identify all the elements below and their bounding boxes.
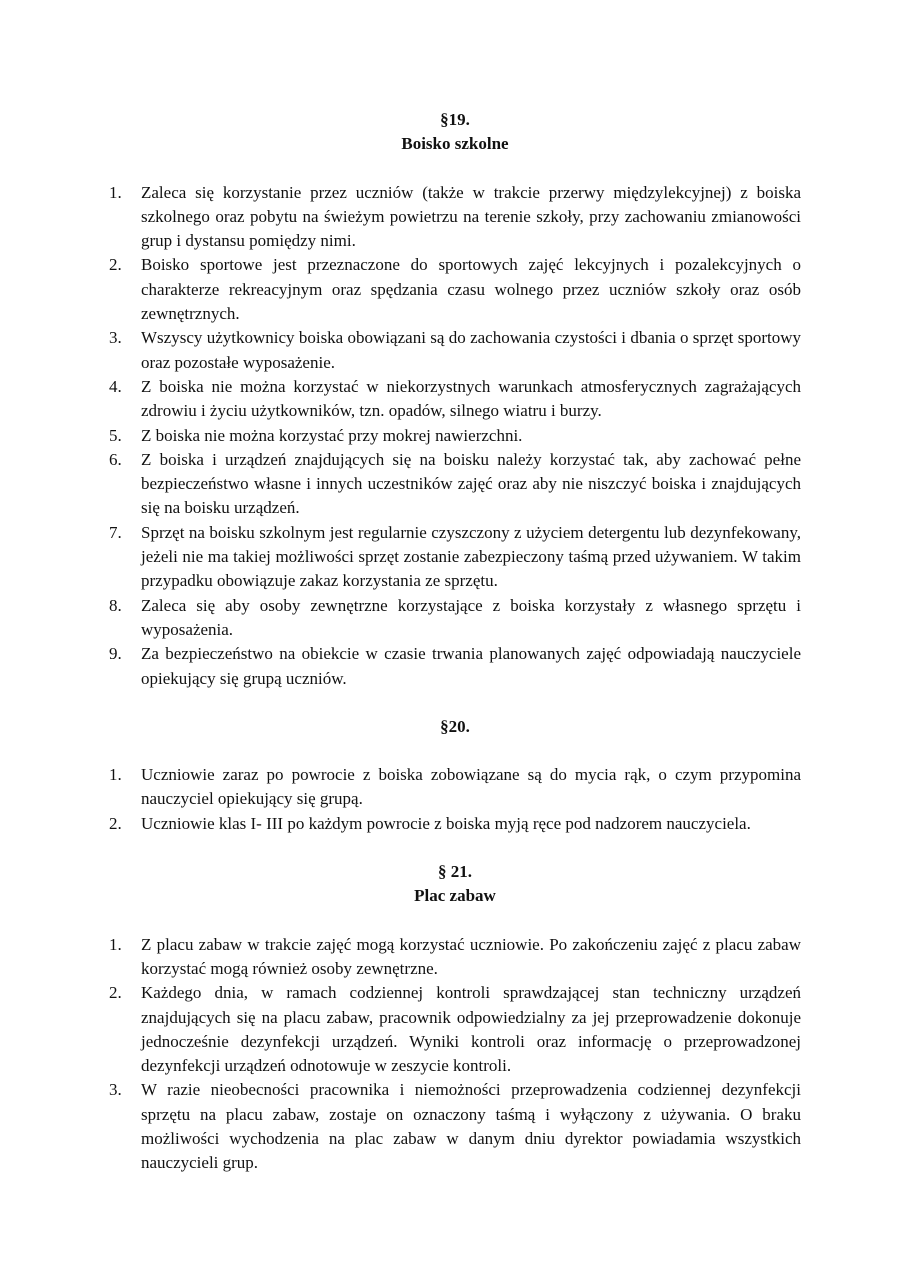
list-item [109, 763, 801, 812]
list-item [109, 424, 801, 448]
item-number: 1. [109, 765, 122, 785]
section-21 [109, 860, 801, 1176]
item-text: Boisko sportowe jest przeznaczone do sportowych zajęć lekcyjnych i pozalekcyjnych o charakterze rekreacyjnym oraz spędzania czasu wolnego przez uczniów szkoły oraz osób zewnętrznych. [141, 255, 801, 324]
section-number: §19. [440, 110, 470, 129]
section-number: §20. [440, 716, 470, 736]
item-text: Z boiska nie można korzystać przy mokrej nawierzchni. [141, 425, 523, 445]
item-number: 4. [109, 376, 122, 396]
list-item [109, 521, 801, 594]
item-number: 9. [109, 644, 122, 664]
item-number: 3. [109, 1080, 122, 1100]
section-19 [109, 108, 801, 691]
numbered-list [109, 181, 801, 691]
list-item [109, 326, 801, 375]
item-text: Zaleca się korzystanie przez uczniów (także w trakcie przerwy międzylekcyjnej) z boiska szkolnego oraz pobytu na świeżym powietrzu na terenie szkoły, przy zachowaniu zmianowości grup i dystansu pomiędzy nimi. [141, 182, 801, 251]
item-text: Zaleca się aby osoby zewnętrzne korzystające z boiska korzystały z własnego sprzętu i wyposażenia. [141, 595, 801, 639]
section-title: Plac zabaw [414, 886, 496, 906]
list-item [109, 981, 801, 1078]
document-page [109, 108, 801, 1176]
item-text: Wszyscy użytkownicy boiska obowiązani są do zachowania czystości i dbania o sprzęt sportowy oraz pozostałe wyposażenie. [141, 328, 801, 372]
list-item [109, 1078, 801, 1175]
item-text: Z boiska nie można korzystać w niekorzystnych warunkach atmosferycznych zagrażających zdrowiu i życiu użytkowników, tzn. opadów, silnego wiatru i burzy. [141, 376, 801, 421]
section-title: Boisko szkolne [401, 134, 509, 154]
item-number: 2. [109, 983, 122, 1003]
list-item [109, 181, 801, 254]
item-text: Z boiska i urządzeń znajdujących się na boisku należy korzystać tak, aby zachować pełne bezpieczeństwo własne i innych uczestników zajęć oraz aby nie niszczyć boiska i znajdujących się na boisku urządzeń. [141, 449, 801, 518]
numbered-list [109, 763, 801, 836]
item-number: 1. [109, 934, 122, 954]
list-item [109, 375, 801, 424]
item-number: 7. [109, 522, 122, 542]
item-number: 2. [109, 813, 122, 833]
item-number: 2. [109, 255, 122, 275]
item-number: 5. [109, 425, 122, 445]
item-text: Każdego dnia, w ramach codziennej kontroli sprawdzającej stan techniczny urządzeń znajdujących się na placu zabaw, pracownik odpowiedzialny za jej przeprowadzenie dokonuje jednocześnie dezynfekcji urządzeń. Wyniki kontroli oraz informację o przeprowadzonej dezynfekcji urządzeń odnotowuje w zeszycie kontroli. [141, 983, 801, 1076]
list-item [109, 448, 801, 521]
item-text: W razie nieobecności pracownika i niemożności przeprowadzenia codziennej dezynfekcji sprzętu na placu zabaw, zostaje on oznaczony taśmą i wyłączony z używania. O braku możliwości wychodzenia na plac zabaw w danym dniu dyrektor powiadamia wszystkich nauczycieli grup. [141, 1080, 801, 1173]
list-item [109, 933, 801, 982]
item-text: Za bezpieczeństwo na obiekcie w czasie trwania planowanych zajęć odpowiadają nauczyciele opiekujący się grupą uczniów. [141, 644, 801, 688]
item-text: Uczniowie zaraz po powrocie z boiska zobowiązane są do mycia rąk, o czym przypomina nauczyciel opiekujący się grupą. [141, 765, 801, 809]
item-number: 6. [109, 449, 122, 469]
item-number: 1. [109, 182, 122, 202]
item-number: 8. [109, 595, 122, 615]
list-item [109, 253, 801, 326]
item-number: 3. [109, 328, 122, 348]
item-text: Sprzęt na boisku szkolnym jest regularnie czyszczony z użyciem detergentu lub dezynfekowany, jeżeli nie ma takiej możliwości sprzęt zostanie zabezpieczony taśmą przed używaniem. W takim przypadku obowiązuje zakaz korzystania ze sprzętu. [141, 522, 801, 591]
list-item [109, 812, 801, 836]
list-item [109, 642, 801, 691]
numbered-list [109, 933, 801, 1176]
item-text: Uczniowie klas I- III po każdym powrocie z boiska myją ręce pod nadzorem nauczyciela. [141, 813, 751, 833]
section-number: § 21. [438, 862, 472, 882]
item-text: Z placu zabaw w trakcie zajęć mogą korzystać uczniowie. Po zakończeniu zajęć z placu zabaw korzystać mogą również osoby zewnętrzne. [141, 934, 801, 978]
list-item [109, 594, 801, 643]
section-20 [109, 715, 801, 836]
